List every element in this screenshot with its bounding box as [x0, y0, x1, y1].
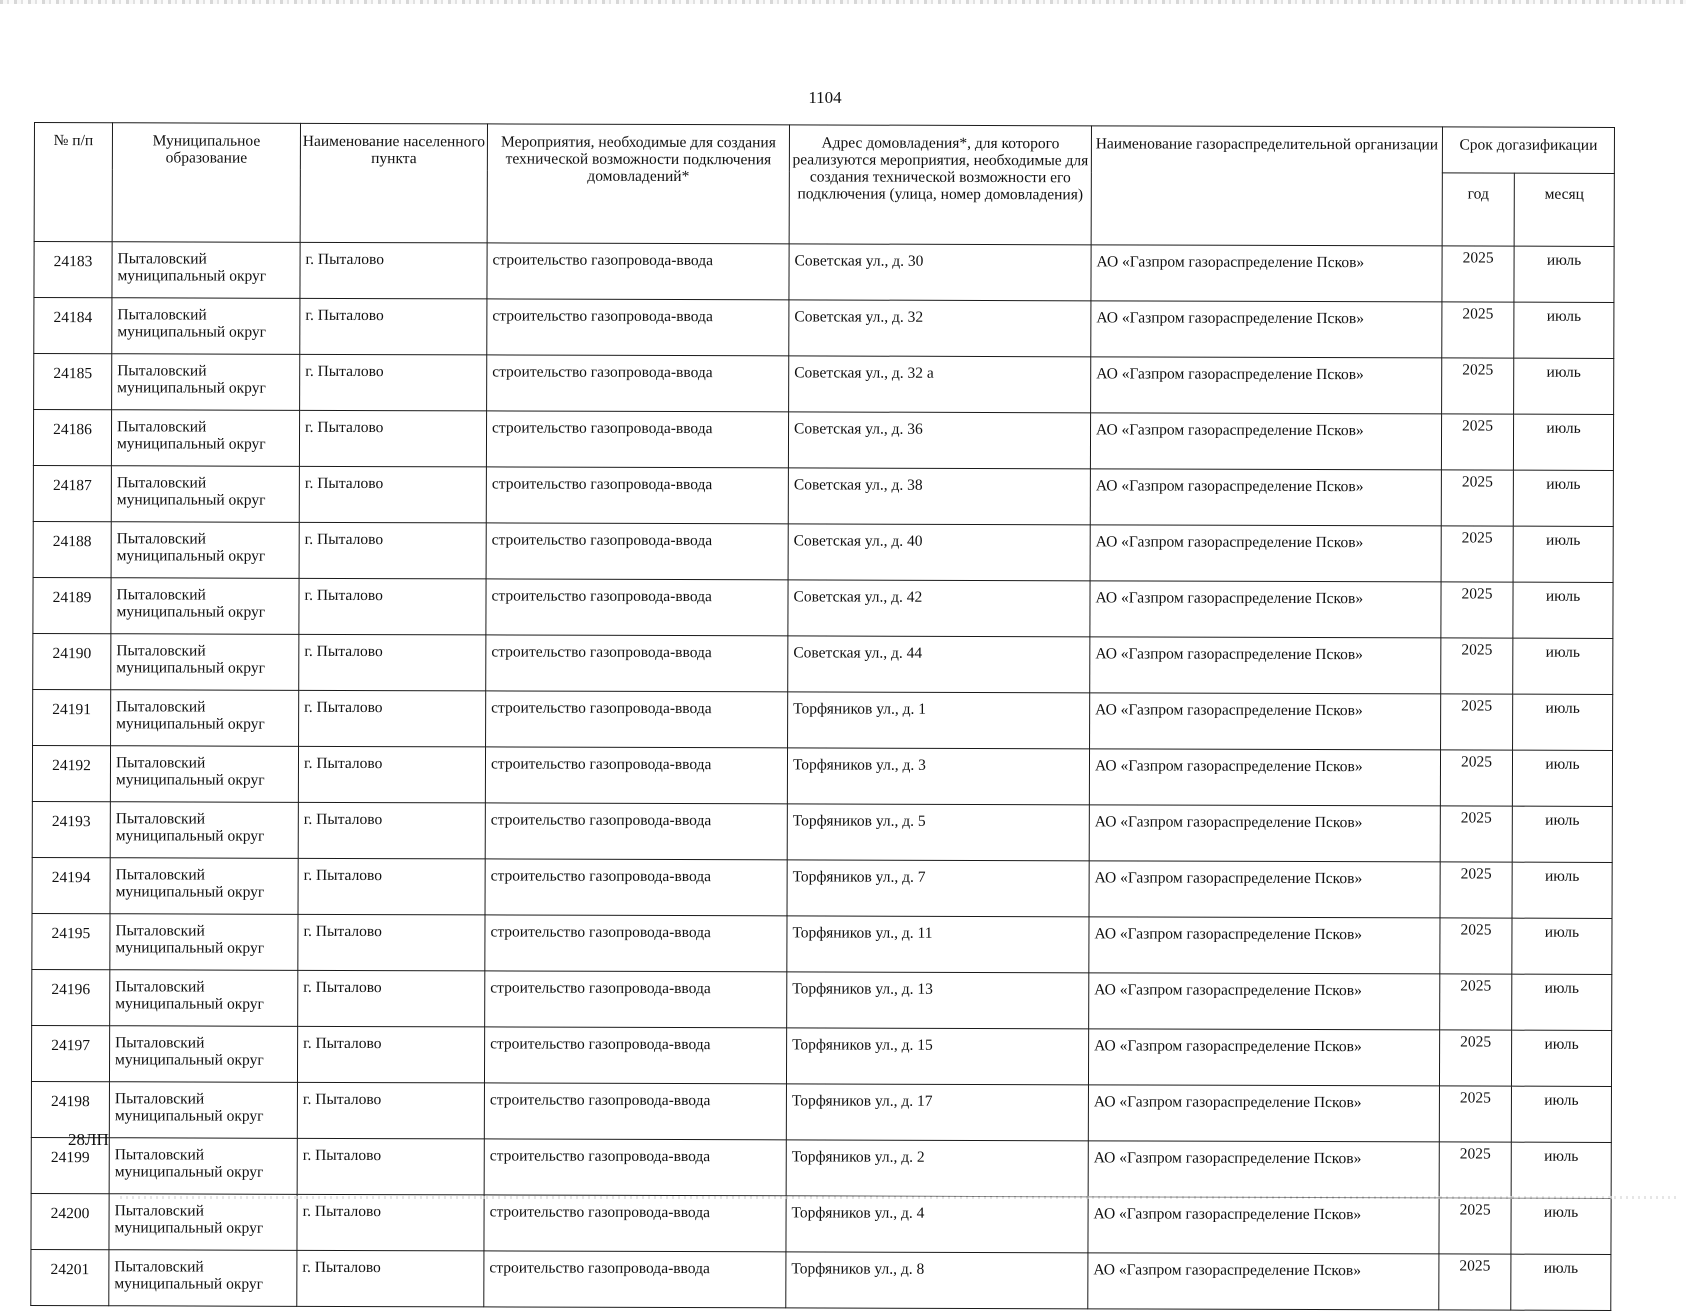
cell-municipality — [111, 578, 299, 635]
cell-municipality — [111, 410, 299, 467]
cell-num: 24185 — [34, 354, 112, 410]
cell-address: Советская ул., д. 44 — [788, 636, 1090, 693]
cell-address: Торфяников ул., д. 4 — [786, 1196, 1088, 1253]
municipality-line-2: муниципальный округ — [117, 323, 267, 341]
cell-address: Торфяников ул., д. 1 — [788, 692, 1090, 749]
cell-num: 24191 — [33, 689, 111, 745]
cell-measure: строительство газопровода-ввода — [484, 1083, 786, 1140]
municipality-line-1: Пыталовский — [115, 754, 206, 772]
gasification-table — [30, 122, 1615, 1311]
municipality-line-2: муниципальный округ — [116, 715, 265, 733]
cell-settlement: г. Пыталово — [299, 690, 486, 747]
cell-settlement: г. Пыталово — [300, 298, 487, 355]
cell-settlement: г. Пыталово — [298, 914, 485, 971]
municipality-line-2: муниципальный округ — [115, 771, 265, 789]
municipality-line-1: Пыталовский — [115, 866, 205, 884]
cell-settlement: г. Пыталово — [300, 354, 487, 411]
header-settlement: Наименование населенного пункта — [300, 123, 487, 243]
header-measures: Мероприятия, необходимые для создания технической возможности подключения домовладений* — [487, 124, 789, 244]
cell-address: Торфяников ул., д. 15 — [786, 1028, 1088, 1085]
cell-month: июль — [1513, 638, 1613, 694]
municipality-line-2: муниципальный округ — [115, 883, 265, 901]
header-address: Адрес домовладения*, для которого реализуются мероприятия, необходимые для создания технической возможности его подключения (улица, номер домовладения) — [789, 125, 1091, 245]
cell-settlement: г. Пыталово — [297, 1194, 484, 1251]
cell-organization: АО «Газпром газораспределение Псков» — [1089, 917, 1440, 974]
cell-measure: строительство газопровода-ввода — [484, 1139, 786, 1196]
cell-organization: АО «Газпром газораспределение Псков» — [1089, 749, 1440, 806]
footer-code: 28ЛП — [68, 1130, 109, 1149]
cell-year: 2025 — [1440, 750, 1512, 806]
cell-address: Торфяников ул., д. 2 — [786, 1140, 1088, 1197]
cell-organization: АО «Газпром газораспределение Псков» — [1091, 357, 1442, 414]
cell-year: 2025 — [1440, 862, 1512, 918]
cell-organization: АО «Газпром газораспределение Псков» — [1090, 637, 1441, 694]
cell-year: 2025 — [1439, 1254, 1511, 1310]
cell-organization: АО «Газпром газораспределение Псков» — [1088, 1197, 1439, 1254]
cell-measure: строительство газопровода-ввода — [484, 1027, 786, 1084]
municipality-line-1: Пыталовский — [117, 306, 207, 324]
cell-municipality — [112, 242, 300, 299]
cell-measure: строительство газопровода-ввода — [487, 355, 789, 412]
cell-year: 2025 — [1441, 638, 1513, 694]
cell-settlement: г. Пыталово — [297, 1138, 484, 1195]
municipality-line-1: Пыталовский — [116, 530, 207, 548]
municipality-line-2: муниципальный округ — [116, 547, 266, 565]
cell-measure: строительство газопровода-ввода — [486, 523, 788, 580]
cell-settlement: г. Пыталово — [298, 858, 485, 915]
cell-year: 2025 — [1441, 694, 1513, 750]
table-row — [31, 1193, 1611, 1254]
cell-settlement: г. Пыталово — [297, 1250, 484, 1307]
cell-measure: строительство газопровода-ввода — [486, 579, 788, 636]
municipality-line-1: Пыталовский — [117, 250, 207, 268]
header-year: год — [1442, 173, 1514, 246]
cell-address: Торфяников ул., д. 5 — [787, 804, 1089, 861]
cell-organization: АО «Газпром газораспределение Псков» — [1089, 805, 1440, 862]
municipality-line-2: муниципальный округ — [115, 827, 265, 845]
cell-num: 24195 — [32, 913, 110, 969]
cell-num: 24200 — [31, 1193, 109, 1249]
cell-month: июль — [1512, 974, 1612, 1030]
cell-measure: строительство газопровода-ввода — [485, 859, 787, 916]
header-organization: Наименование газораспределительной организации — [1091, 126, 1442, 246]
cell-year: 2025 — [1439, 1086, 1511, 1142]
cell-address: Торфяников ул., д. 17 — [786, 1084, 1088, 1141]
cell-measure: строительство газопровода-ввода — [487, 243, 789, 300]
table-row — [32, 857, 1612, 918]
cell-municipality — [109, 1082, 297, 1139]
cell-organization: АО «Газпром газораспределение Псков» — [1088, 1141, 1439, 1198]
table-row — [31, 1025, 1611, 1086]
cell-month: июль — [1511, 1254, 1611, 1310]
cell-measure: строительство газопровода-ввода — [484, 1251, 786, 1308]
cell-month: июль — [1512, 806, 1612, 862]
municipality-line-1: Пыталовский — [115, 922, 205, 940]
cell-month: июль — [1511, 1142, 1611, 1198]
cell-month: июль — [1513, 470, 1613, 526]
cell-municipality — [112, 298, 300, 355]
cell-year: 2025 — [1442, 302, 1514, 358]
cell-municipality — [110, 746, 298, 803]
cell-month: июль — [1511, 1198, 1611, 1254]
cell-organization: АО «Газпром газораспределение Псков» — [1090, 469, 1441, 526]
cell-address: Советская ул., д. 36 — [788, 412, 1090, 469]
municipality-line-1: Пыталовский — [115, 978, 205, 996]
cell-measure: строительство газопровода-ввода — [485, 915, 787, 972]
scan-edge-top — [0, 0, 1686, 4]
cell-address: Торфяников ул., д. 3 — [787, 748, 1089, 805]
cell-organization: АО «Газпром газораспределение Псков» — [1089, 861, 1440, 918]
table-row — [34, 354, 1614, 415]
cell-num: 24186 — [33, 410, 111, 466]
cell-measure: строительство газопровода-ввода — [485, 971, 787, 1028]
cell-settlement: г. Пыталово — [297, 1026, 484, 1083]
cell-num: 24199 — [31, 1137, 109, 1193]
municipality-line-2: муниципальный округ — [116, 435, 266, 453]
table-header-row — [34, 123, 1614, 174]
table-row — [31, 1081, 1611, 1142]
municipality-line-2: муниципальный округ — [114, 1107, 264, 1125]
cell-num: 24190 — [33, 633, 111, 689]
cell-organization: АО «Газпром газораспределение Псков» — [1091, 245, 1442, 302]
table-row — [32, 969, 1612, 1030]
municipality-line-2: муниципальный округ — [115, 939, 265, 957]
cell-municipality — [110, 858, 298, 915]
cell-year: 2025 — [1441, 526, 1513, 582]
cell-num: 24184 — [34, 298, 112, 354]
cell-municipality — [110, 970, 298, 1027]
cell-organization: АО «Газпром газораспределение Псков» — [1088, 1085, 1439, 1142]
cell-num: 24198 — [31, 1081, 109, 1137]
cell-year: 2025 — [1439, 1198, 1511, 1254]
table-row — [31, 1249, 1611, 1310]
table-row — [33, 577, 1613, 638]
municipality-line-2: муниципальный округ — [114, 1219, 264, 1237]
cell-settlement: г. Пыталово — [299, 466, 486, 523]
table-row — [32, 913, 1612, 974]
cell-year: 2025 — [1440, 918, 1512, 974]
cell-municipality — [109, 1194, 297, 1251]
municipality-line-2: муниципальный округ — [114, 1275, 264, 1293]
cell-month: июль — [1513, 582, 1613, 638]
cell-num: 24188 — [33, 521, 111, 577]
cell-year: 2025 — [1442, 246, 1514, 302]
table-row — [33, 521, 1613, 582]
cell-month: июль — [1513, 526, 1613, 582]
cell-address: Советская ул., д. 32 — [789, 300, 1091, 357]
municipality-line-2: муниципальный округ — [117, 379, 266, 397]
cell-month: июль — [1513, 694, 1613, 750]
cell-month: июль — [1512, 862, 1612, 918]
header-municipality: Муниципальное образование — [112, 123, 300, 243]
cell-num: 24192 — [32, 745, 110, 801]
cell-num: 24189 — [33, 577, 111, 633]
cell-month: июль — [1511, 1030, 1611, 1086]
cell-organization: АО «Газпром газораспределение Псков» — [1090, 413, 1441, 470]
cell-measure: строительство газопровода-ввода — [486, 467, 788, 524]
cell-year: 2025 — [1442, 358, 1514, 414]
cell-num: 24194 — [32, 857, 110, 913]
table-row — [32, 745, 1612, 806]
page-number: 1104 — [808, 88, 842, 107]
cell-municipality — [110, 914, 298, 971]
cell-organization: АО «Газпром газораспределение Псков» — [1088, 1029, 1439, 1086]
municipality-line-1: Пыталовский — [116, 642, 206, 660]
cell-num: 24193 — [32, 801, 110, 857]
cell-municipality — [109, 1250, 297, 1307]
cell-month: июль — [1512, 918, 1612, 974]
cell-year: 2025 — [1439, 1142, 1511, 1198]
municipality-line-2: муниципальный округ — [115, 995, 264, 1013]
cell-year: 2025 — [1441, 414, 1513, 470]
cell-municipality — [111, 466, 299, 523]
cell-address: Советская ул., д. 32 а — [789, 356, 1091, 413]
municipality-line-2: муниципальный округ — [115, 1051, 264, 1069]
cell-year: 2025 — [1439, 1030, 1511, 1086]
cell-address: Торфяников ул., д. 8 — [786, 1252, 1088, 1309]
cell-organization: АО «Газпром газораспределение Псков» — [1091, 301, 1442, 358]
municipality-line-1: Пыталовский — [114, 1258, 204, 1276]
table-row — [31, 1137, 1611, 1198]
cell-municipality — [111, 522, 299, 579]
cell-settlement: г. Пыталово — [299, 522, 486, 579]
municipality-line-1: Пыталовский — [116, 586, 206, 604]
cell-num: 24183 — [34, 242, 112, 298]
cell-municipality — [111, 634, 299, 691]
table-body — [31, 242, 1614, 1311]
cell-measure: строительство газопровода-ввода — [487, 299, 789, 356]
cell-measure: строительство газопровода-ввода — [485, 803, 787, 860]
cell-address: Советская ул., д. 40 — [788, 524, 1090, 581]
table-row — [32, 801, 1612, 862]
cell-settlement: г. Пыталово — [299, 634, 486, 691]
header-month: месяц — [1514, 173, 1614, 246]
municipality-line-2: муниципальный округ — [116, 659, 265, 677]
municipality-line-1: Пыталовский — [115, 810, 206, 828]
cell-address: Советская ул., д. 38 — [788, 468, 1090, 525]
cell-settlement: г. Пыталово — [298, 802, 485, 859]
cell-measure: строительство газопровода-ввода — [486, 691, 788, 748]
cell-measure: строительство газопровода-ввода — [486, 411, 788, 468]
cell-num: 24197 — [31, 1025, 109, 1081]
cell-month: июль — [1512, 750, 1612, 806]
cell-address: Советская ул., д. 42 — [788, 580, 1090, 637]
cell-organization: АО «Газпром газораспределение Псков» — [1090, 693, 1441, 750]
cell-organization: АО «Газпром газораспределение Псков» — [1090, 525, 1441, 582]
cell-month: июль — [1511, 1086, 1611, 1142]
municipality-line-2: муниципальный округ — [114, 1163, 264, 1181]
cell-year: 2025 — [1441, 470, 1513, 526]
cell-measure: строительство газопровода-ввода — [484, 1195, 786, 1252]
cell-municipality — [109, 1026, 297, 1083]
municipality-line-1: Пыталовский — [117, 418, 207, 436]
municipality-line-1: Пыталовский — [115, 1034, 205, 1052]
municipality-line-1: Пыталовский — [116, 474, 207, 492]
header-num: № п/п — [34, 123, 112, 242]
cell-municipality — [109, 1138, 297, 1195]
cell-address: Торфяников ул., д. 13 — [787, 972, 1089, 1029]
cell-organization: АО «Газпром газораспределение Псков» — [1089, 973, 1440, 1030]
cell-year: 2025 — [1441, 582, 1513, 638]
municipality-line-1: Пыталовский — [114, 1146, 205, 1164]
table-row — [34, 298, 1614, 359]
cell-month: июль — [1514, 302, 1614, 358]
cell-year: 2025 — [1440, 974, 1512, 1030]
cell-organization: АО «Газпром газораспределение Псков» — [1088, 1253, 1439, 1310]
table-row — [34, 242, 1614, 303]
cell-settlement: г. Пыталово — [297, 1082, 484, 1139]
cell-settlement: г. Пыталово — [298, 970, 485, 1027]
cell-month: июль — [1514, 246, 1614, 302]
cell-month: июль — [1514, 358, 1614, 414]
municipality-line-2: муниципальный округ — [116, 603, 266, 621]
cell-settlement: г. Пыталово — [299, 410, 486, 467]
cell-municipality — [111, 690, 299, 747]
cell-address: Торфяников ул., д. 7 — [787, 860, 1089, 917]
cell-year: 2025 — [1440, 806, 1512, 862]
cell-num: 24201 — [31, 1249, 109, 1305]
municipality-line-1: Пыталовский — [114, 1202, 204, 1220]
table-row — [33, 465, 1613, 526]
cell-address: Советская ул., д. 30 — [789, 244, 1091, 301]
cell-measure: строительство газопровода-ввода — [486, 635, 788, 692]
municipality-line-1: Пыталовский — [114, 1090, 205, 1108]
cell-municipality — [112, 354, 300, 411]
cell-municipality — [110, 802, 298, 859]
cell-month: июль — [1513, 414, 1613, 470]
cell-num: 24187 — [33, 465, 111, 521]
table-row — [33, 689, 1613, 750]
municipality-line-2: муниципальный округ — [116, 491, 266, 509]
cell-organization: АО «Газпром газораспределение Псков» — [1090, 581, 1441, 638]
header-term: Срок догазификации — [1442, 127, 1614, 174]
table-row — [33, 410, 1613, 471]
table-row — [33, 633, 1613, 694]
gasification-table-wrapper — [30, 122, 1615, 1311]
cell-settlement: г. Пыталово — [299, 578, 486, 635]
municipality-line-1: Пыталовский — [117, 362, 207, 380]
municipality-line-1: Пыталовский — [116, 698, 206, 716]
cell-settlement: г. Пыталово — [298, 746, 485, 803]
scan-edge-bottom — [120, 1196, 1680, 1199]
cell-measure: строительство газопровода-ввода — [485, 747, 787, 804]
cell-num: 24196 — [32, 969, 110, 1025]
cell-address: Торфяников ул., д. 11 — [787, 916, 1089, 973]
municipality-line-2: муниципальный округ — [117, 267, 267, 285]
cell-settlement: г. Пыталово — [300, 242, 487, 299]
